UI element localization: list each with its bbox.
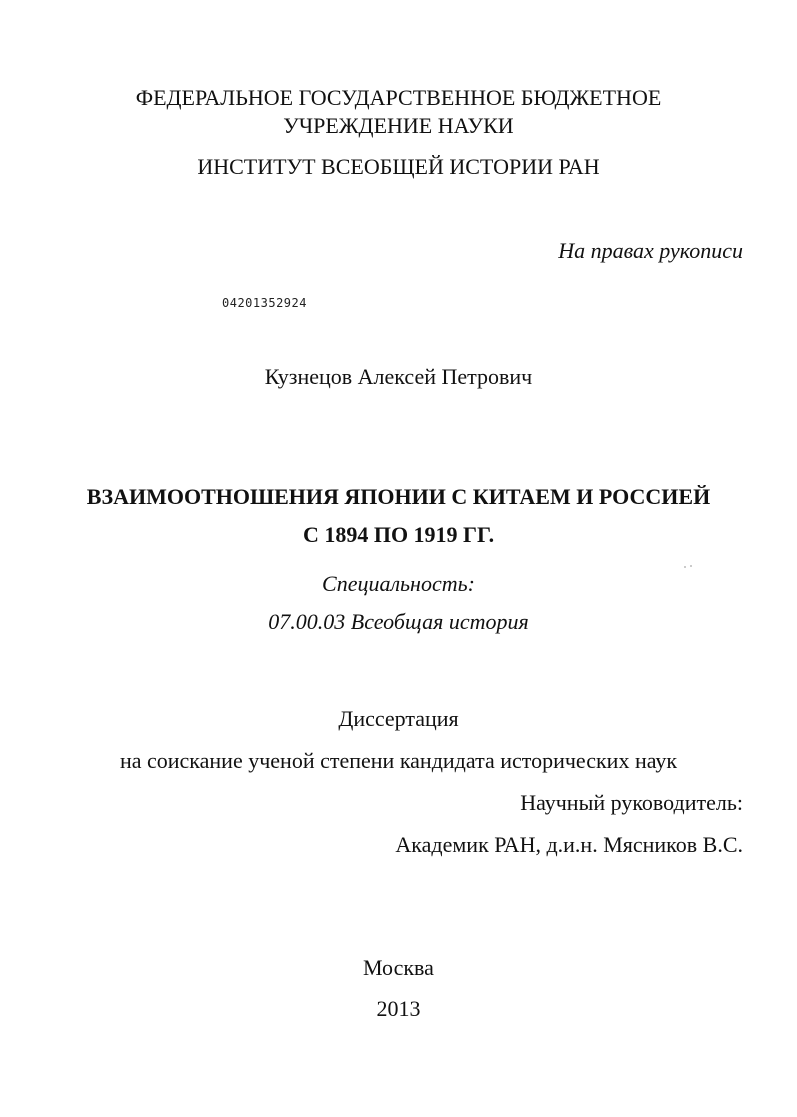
supervisor-label: Научный руководитель:	[520, 790, 743, 815]
scan-speck	[684, 566, 686, 568]
year: 2013	[376, 996, 421, 1021]
dissertation-title-line1: ВЗАИМООТНОШЕНИЯ ЯПОНИИ С КИТАЕМ И РОССИЕЙ	[86, 484, 711, 509]
org-name-line1: ФЕДЕРАЛЬНОЕ ГОСУДАРСТВЕННОЕ БЮДЖЕТНОЕ	[135, 85, 662, 110]
author-name: Кузнецов Алексей Петрович	[264, 364, 533, 389]
supervisor-name: Академик РАН, д.и.н. Мясников В.С.	[395, 832, 743, 857]
degree-purpose: на соискание ученой степени кандидата исторических наук	[119, 748, 678, 773]
institute-name: ИНСТИТУТ ВСЕОБЩЕЙ ИСТОРИИ РАН	[197, 154, 600, 179]
registration-code: 04201352924	[222, 296, 307, 310]
specialty-label: Специальность:	[322, 571, 475, 596]
dissertation-title-line2: С 1894 ПО 1919 ГГ.	[302, 522, 495, 547]
specialty-value: 07.00.03 Всеобщая история	[268, 609, 529, 634]
org-name-line2: УЧРЕЖДЕНИЕ НАУКИ	[283, 113, 514, 138]
city: Москва	[363, 955, 434, 980]
degree-type: Диссертация	[338, 706, 459, 731]
manuscript-note: На правах рукописи	[558, 238, 743, 263]
scan-speck	[690, 565, 692, 567]
